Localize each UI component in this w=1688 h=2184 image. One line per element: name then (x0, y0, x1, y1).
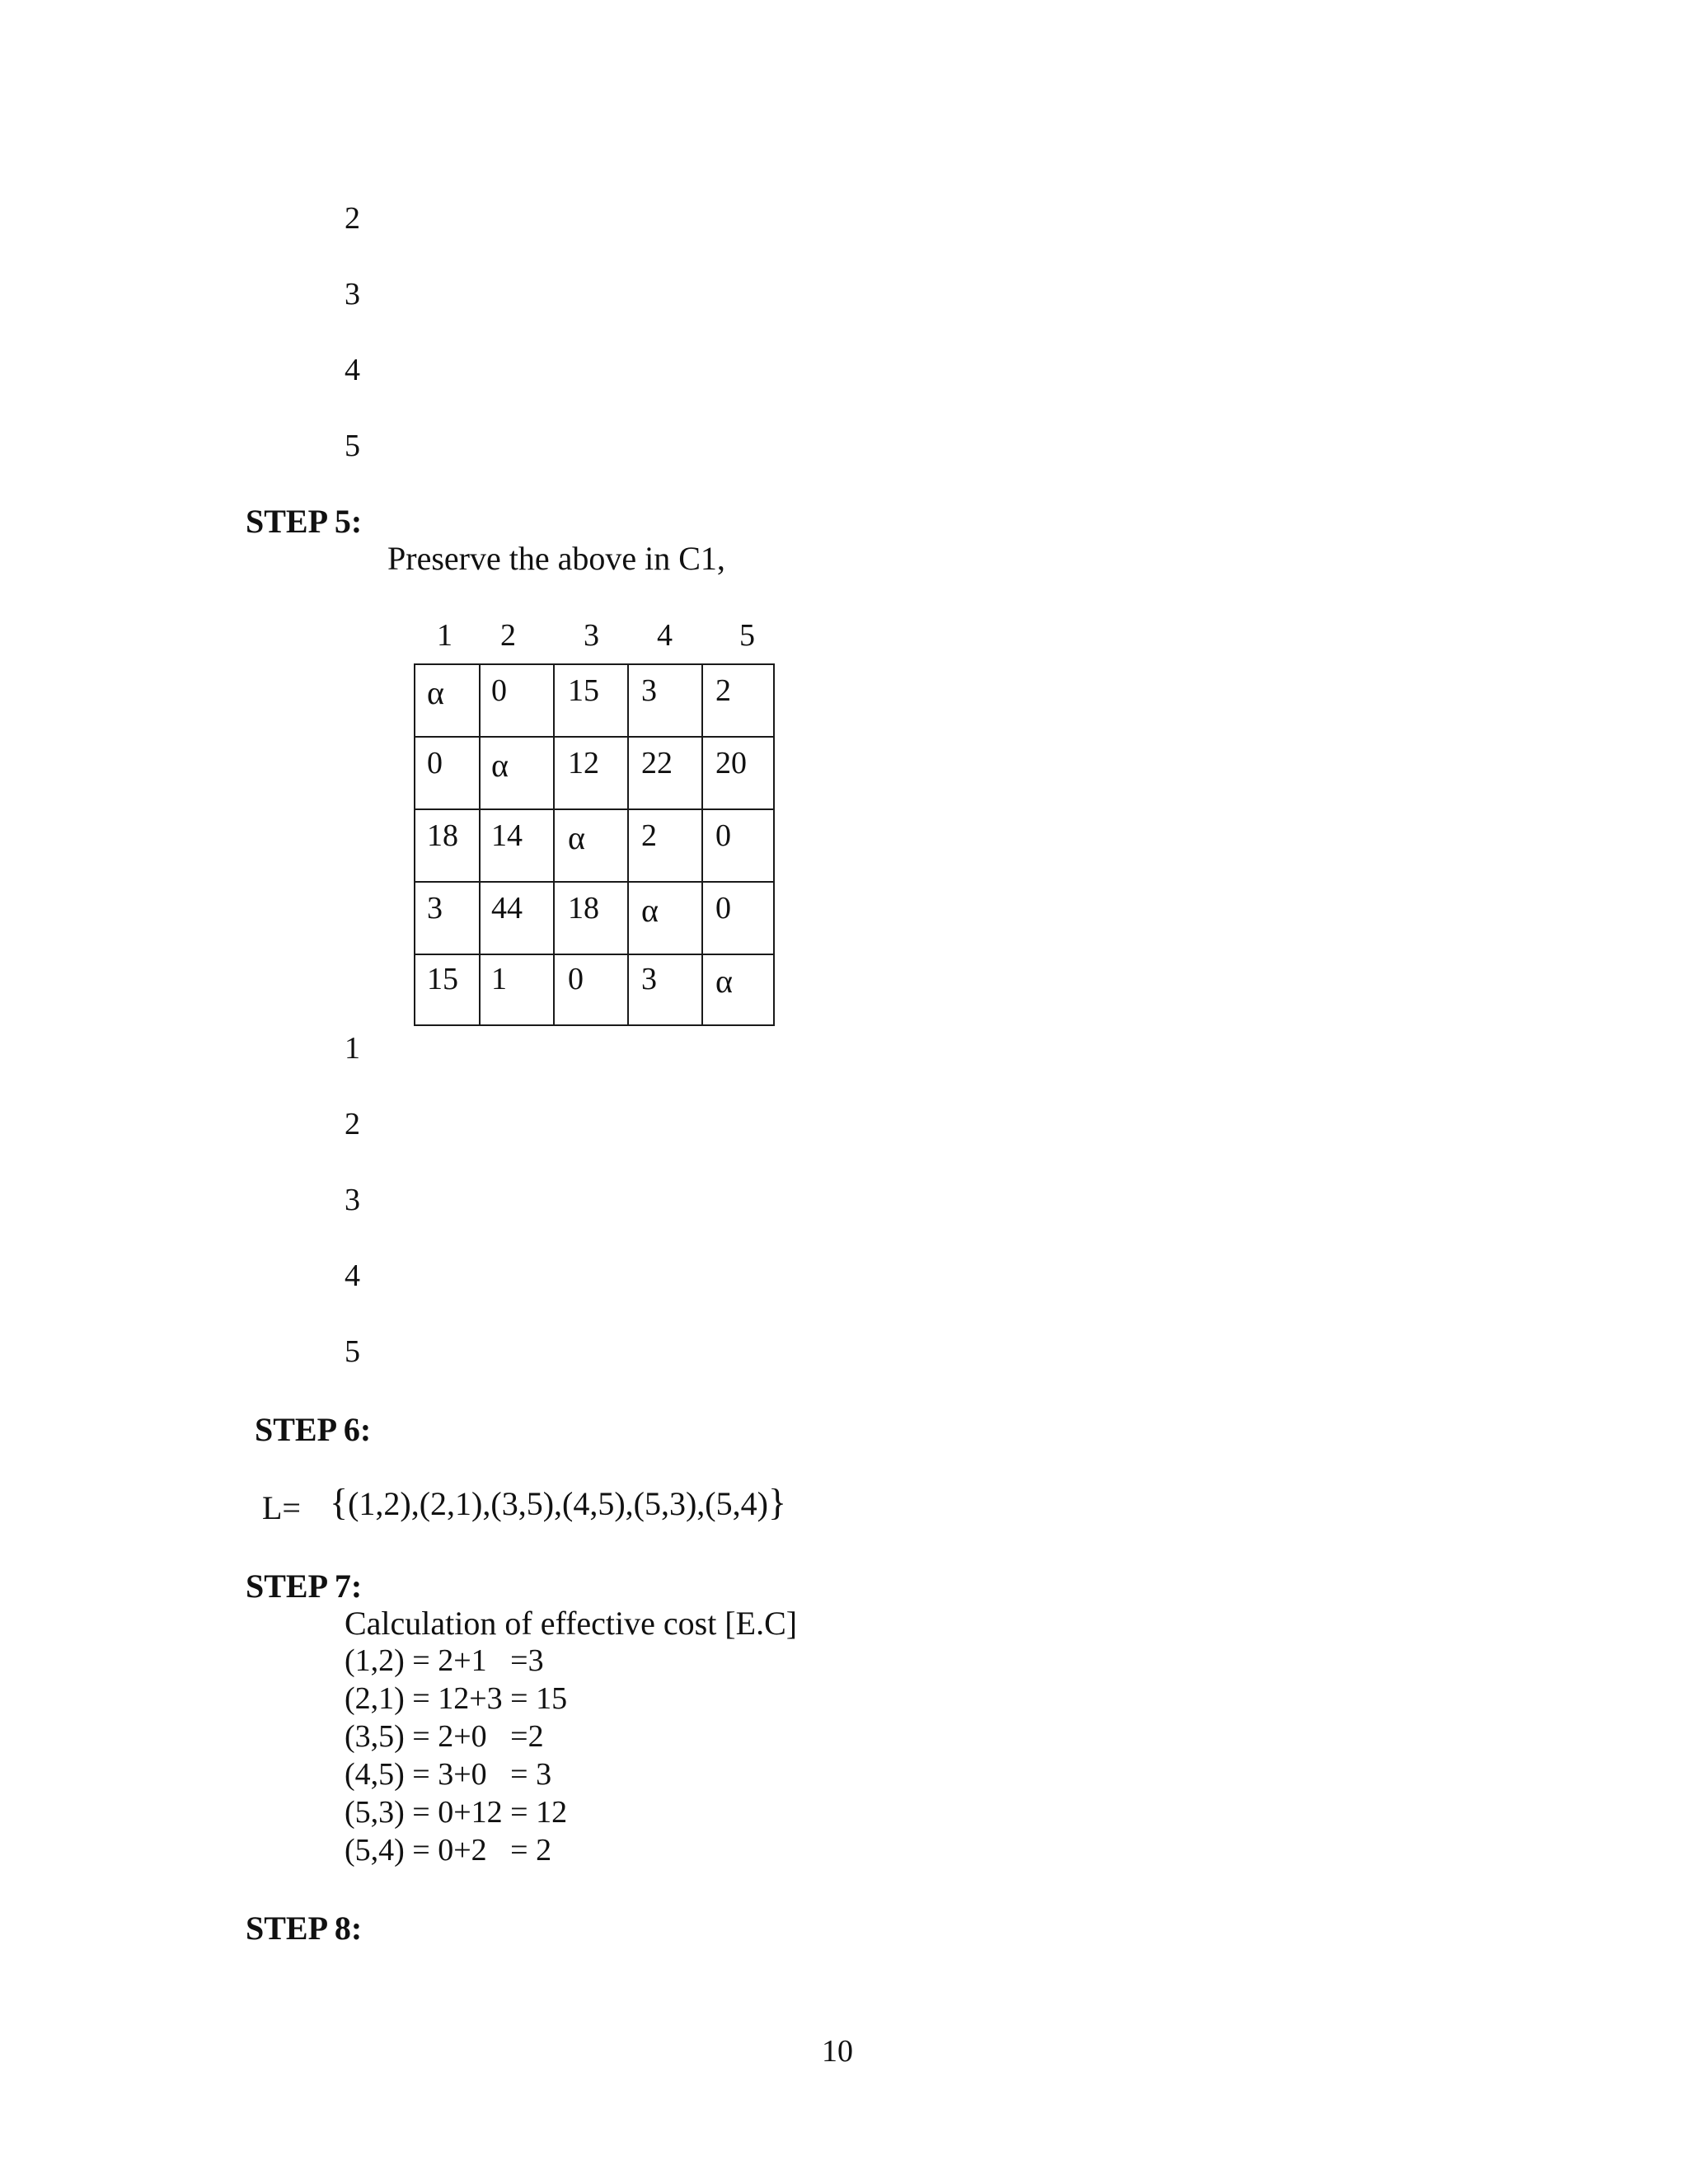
matrix-cell: 12 (568, 746, 599, 780)
matrix-cell: 44 (491, 891, 523, 926)
effective-cost-line: (5,4) = 0+2 = 2 (345, 1833, 552, 1868)
step5-heading: STEP 5: (246, 503, 363, 540)
matrix-cell: 1 (491, 962, 507, 996)
row-label-4: 4 (345, 1258, 360, 1293)
matrix-cell: 3 (427, 891, 443, 926)
set-elements: (1,2),(2,1),(3,5),(4,5),(5,3),(5,4) (348, 1485, 768, 1522)
step6-set-expression (330, 1483, 786, 1521)
step7-intro: Calculation of effective cost [E.C] (345, 1605, 798, 1642)
matrix-cell: α (427, 674, 444, 711)
matrix-cell: 2 (715, 673, 731, 708)
page-number: 10 (822, 2034, 853, 2069)
row-label-3: 3 (345, 1183, 360, 1217)
matrix-cell: 18 (427, 818, 458, 853)
effective-cost-line: (5,3) = 0+12 = 12 (345, 1795, 568, 1830)
top-row-label-3: 3 (345, 277, 360, 312)
matrix-cell: 0 (491, 673, 507, 708)
effective-cost-line: (3,5) = 2+0 =2 (345, 1719, 544, 1754)
matrix-cell: α (491, 747, 509, 784)
matrix-cell: 18 (568, 891, 599, 926)
matrix-col-header-2: 2 (500, 618, 516, 653)
top-row-label-4: 4 (345, 353, 360, 387)
matrix-cell: 3 (641, 673, 657, 708)
row-label-5: 5 (345, 1334, 360, 1369)
step6-label: L= (262, 1489, 301, 1526)
matrix-col-header-1: 1 (437, 618, 452, 653)
set-brace-close: } (767, 1481, 787, 1523)
matrix-cell: 0 (568, 962, 584, 996)
matrix-cell: 14 (491, 818, 523, 853)
matrix-cell: 0 (715, 891, 731, 926)
matrix-col-header-3: 3 (584, 618, 599, 653)
matrix-cell: α (715, 963, 733, 1000)
matrix-col-header-5: 5 (739, 618, 755, 653)
matrix-cell: 0 (715, 818, 731, 853)
matrix-cell: 20 (715, 746, 747, 780)
top-row-label-5: 5 (345, 429, 360, 463)
effective-cost-line: (1,2) = 2+1 =3 (345, 1643, 544, 1678)
step7-heading: STEP 7: (246, 1568, 363, 1605)
matrix-cell: α (641, 892, 659, 929)
matrix-col-header-4: 4 (657, 618, 673, 653)
step8-heading: STEP 8: (246, 1910, 363, 1947)
matrix-cell: 2 (641, 818, 657, 853)
cost-matrix (414, 663, 775, 1026)
effective-cost-line: (2,1) = 12+3 = 15 (345, 1681, 568, 1716)
step5-text: Preserve the above in C1, (387, 540, 725, 577)
top-row-label-2: 2 (345, 201, 360, 236)
matrix-cell: 0 (427, 746, 443, 780)
step6-heading: STEP 6: (255, 1411, 372, 1448)
matrix-cell: α (568, 819, 585, 856)
set-brace-open: { (330, 1481, 349, 1523)
matrix-cell: 3 (641, 962, 657, 996)
row-label-1: 1 (345, 1031, 360, 1066)
matrix-cell: 22 (641, 746, 673, 780)
matrix-cell: 15 (427, 962, 458, 996)
effective-cost-line: (4,5) = 3+0 = 3 (345, 1757, 552, 1792)
matrix-cell: 15 (568, 673, 599, 708)
row-label-2: 2 (345, 1107, 360, 1141)
